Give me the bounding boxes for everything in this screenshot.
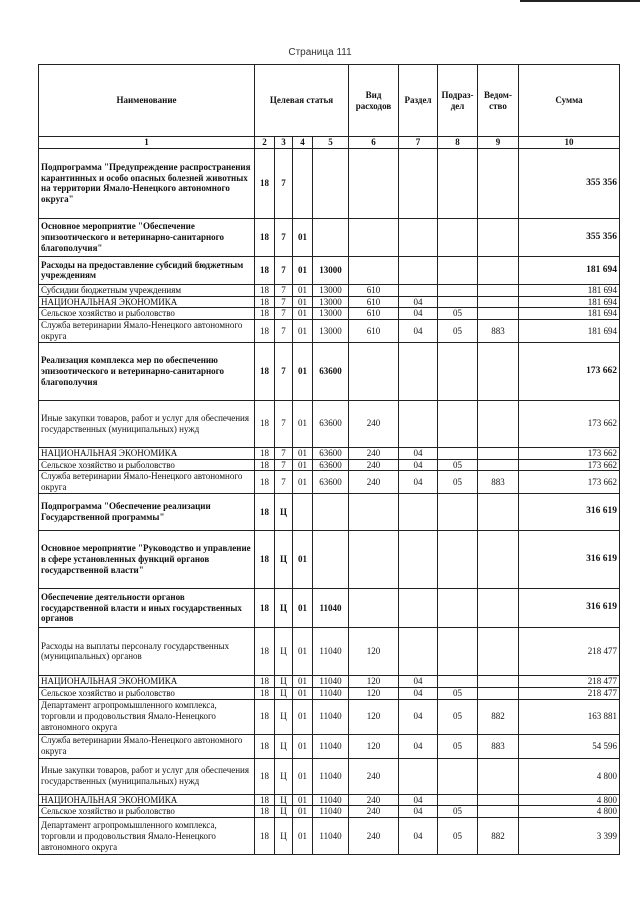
cell-amount: 54 596	[519, 734, 620, 758]
cell-direction-code: 11040	[313, 588, 349, 627]
cell-name: Расходы на предоставление субсидий бюджетным учреждениям	[39, 256, 255, 284]
cell-direction-code: 13000	[313, 296, 349, 308]
cell-name: Служба ветеринарии Ямало-Ненецкого автономного округа	[39, 471, 255, 494]
cell-department	[478, 148, 519, 218]
cell-amount: 173 662	[519, 459, 620, 471]
table-row	[39, 471, 620, 494]
cell-program-code: 18	[255, 734, 275, 758]
page-number: Страница 111	[288, 47, 352, 58]
cell-program-code: 18	[255, 256, 275, 284]
cell-subsection: 05	[438, 459, 478, 471]
cell-amount: 181 694	[519, 256, 620, 284]
header-name: Наименование	[39, 65, 255, 137]
cell-department	[478, 806, 519, 818]
cell-department: 882	[478, 818, 519, 855]
cell-name: НАЦИОНАЛЬНАЯ ЭКОНОМИКА	[39, 675, 255, 687]
cell-program-code: 18	[255, 218, 275, 256]
cell-direction-code: 13000	[313, 308, 349, 320]
column-number: 7	[399, 137, 438, 149]
cell-expense-type: 610	[349, 296, 399, 308]
cell-subprogram-code: 7	[275, 218, 293, 256]
cell-direction-code: 11040	[313, 687, 349, 699]
cell-program-code: 18	[255, 794, 275, 806]
cell-amount: 355 356	[519, 148, 620, 218]
cell-event-code: 01	[293, 758, 313, 794]
budget-table	[38, 64, 620, 855]
cell-section	[399, 148, 438, 218]
cell-direction-code	[313, 530, 349, 588]
cell-program-code: 18	[255, 758, 275, 794]
cell-section	[399, 530, 438, 588]
cell-expense-type	[349, 588, 399, 627]
cell-subsection	[438, 218, 478, 256]
table-row	[39, 296, 620, 308]
cell-subprogram-code: Ц	[275, 675, 293, 687]
table-row	[39, 218, 620, 256]
cell-subsection: 05	[438, 699, 478, 734]
table-row	[39, 342, 620, 400]
cell-section: 04	[399, 699, 438, 734]
cell-direction-code: 63600	[313, 471, 349, 494]
column-number: 10	[519, 137, 620, 149]
cell-name: НАЦИОНАЛЬНАЯ ЭКОНОМИКА	[39, 447, 255, 459]
cell-subprogram-code: 7	[275, 296, 293, 308]
cell-subprogram-code: Ц	[275, 818, 293, 855]
cell-event-code: 01	[293, 794, 313, 806]
cell-subprogram-code: Ц	[275, 627, 293, 675]
cell-name: Сельское хозяйство и рыболовство	[39, 687, 255, 699]
table-row	[39, 806, 620, 818]
table-row	[39, 148, 620, 218]
cell-department	[478, 308, 519, 320]
cell-amount: 4 800	[519, 758, 620, 794]
table-row	[39, 530, 620, 588]
cell-amount: 4 800	[519, 806, 620, 818]
column-number: 9	[478, 137, 519, 149]
cell-department	[478, 256, 519, 284]
cell-name: Основное мероприятие "Обеспечение эпизоотического и ветеринарно-санитарного благополучия"	[39, 218, 255, 256]
cell-amount: 163 881	[519, 699, 620, 734]
cell-expense-type: 240	[349, 400, 399, 447]
cell-subprogram-code: Ц	[275, 699, 293, 734]
cell-section: 04	[399, 471, 438, 494]
cell-event-code: 01	[293, 320, 313, 343]
cell-expense-type	[349, 342, 399, 400]
cell-program-code: 18	[255, 459, 275, 471]
cell-amount: 173 662	[519, 400, 620, 447]
cell-name: Основное мероприятие "Руководство и управление в сфере установленных функций органов государственной власти"	[39, 530, 255, 588]
cell-program-code: 18	[255, 493, 275, 530]
cell-event-code: 01	[293, 699, 313, 734]
cell-department	[478, 296, 519, 308]
cell-program-code: 18	[255, 148, 275, 218]
cell-subsection: 05	[438, 308, 478, 320]
table-row	[39, 459, 620, 471]
cell-expense-type: 240	[349, 447, 399, 459]
cell-name: Расходы на выплаты персоналу государственных (муниципальных) органов	[39, 627, 255, 675]
cell-subsection	[438, 256, 478, 284]
cell-expense-type: 240	[349, 818, 399, 855]
cell-expense-type: 120	[349, 675, 399, 687]
cell-expense-type: 240	[349, 794, 399, 806]
cell-event-code: 01	[293, 627, 313, 675]
cell-name: Департамент агропромышленного комплекса, торговли и продовольствия Ямало-Ненецкого автономного округа	[39, 818, 255, 855]
cell-amount: 218 477	[519, 687, 620, 699]
cell-program-code: 18	[255, 308, 275, 320]
cell-name: Иные закупки товаров, работ и услуг для обеспечения государственных (муниципальных) нужд	[39, 758, 255, 794]
cell-event-code	[293, 493, 313, 530]
cell-section: 04	[399, 296, 438, 308]
cell-direction-code: 11040	[313, 818, 349, 855]
table-row	[39, 794, 620, 806]
cell-subsection	[438, 447, 478, 459]
cell-direction-code: 63600	[313, 447, 349, 459]
cell-amount: 355 356	[519, 218, 620, 256]
cell-section	[399, 284, 438, 296]
cell-expense-type: 120	[349, 627, 399, 675]
cell-expense-type: 240	[349, 806, 399, 818]
table-row	[39, 308, 620, 320]
cell-section: 04	[399, 806, 438, 818]
cell-event-code: 01	[293, 459, 313, 471]
cell-subprogram-code: 7	[275, 459, 293, 471]
cell-department	[478, 758, 519, 794]
cell-section	[399, 218, 438, 256]
table-row	[39, 320, 620, 343]
cell-subprogram-code: Ц	[275, 794, 293, 806]
column-number: 2	[255, 137, 275, 149]
cell-direction-code: 13000	[313, 256, 349, 284]
cell-department: 883	[478, 734, 519, 758]
cell-program-code: 18	[255, 627, 275, 675]
cell-name: Подпрограмма "Обеспечение реализации Государственной программы"	[39, 493, 255, 530]
cell-department	[478, 627, 519, 675]
cell-section: 04	[399, 818, 438, 855]
cell-section: 04	[399, 308, 438, 320]
cell-amount: 181 694	[519, 284, 620, 296]
cell-subprogram-code: Ц	[275, 734, 293, 758]
cell-event-code: 01	[293, 687, 313, 699]
header-amount: Сумма	[519, 65, 620, 137]
cell-name: Сельское хозяйство и рыболовство	[39, 459, 255, 471]
cell-name: Реализация комплекса мер по обеспечению эпизоотического и ветеринарно-санитарного благополучия	[39, 342, 255, 400]
cell-direction-code	[313, 493, 349, 530]
column-number: 6	[349, 137, 399, 149]
cell-program-code: 18	[255, 818, 275, 855]
cell-section: 04	[399, 687, 438, 699]
cell-program-code: 18	[255, 296, 275, 308]
cell-amount: 173 662	[519, 342, 620, 400]
cell-name: НАЦИОНАЛЬНАЯ ЭКОНОМИКА	[39, 296, 255, 308]
cell-subsection	[438, 794, 478, 806]
cell-expense-type: 240	[349, 758, 399, 794]
cell-department	[478, 447, 519, 459]
cell-subsection	[438, 493, 478, 530]
cell-department: 882	[478, 699, 519, 734]
header-section: Раздел	[399, 65, 438, 137]
cell-direction-code: 11040	[313, 806, 349, 818]
cell-section	[399, 342, 438, 400]
table-body	[39, 148, 620, 854]
cell-name: Иные закупки товаров, работ и услуг для обеспечения государственных (муниципальных) нужд	[39, 400, 255, 447]
table-row	[39, 627, 620, 675]
cell-event-code: 01	[293, 675, 313, 687]
cell-amount: 181 694	[519, 320, 620, 343]
cell-section	[399, 400, 438, 447]
cell-amount: 316 619	[519, 588, 620, 627]
cell-program-code: 18	[255, 687, 275, 699]
cell-section	[399, 493, 438, 530]
cell-subsection	[438, 296, 478, 308]
cell-section	[399, 256, 438, 284]
cell-department	[478, 459, 519, 471]
cell-program-code: 18	[255, 320, 275, 343]
cell-subsection	[438, 342, 478, 400]
header-target-article: Целевая статья	[255, 65, 349, 137]
cell-subsection: 05	[438, 734, 478, 758]
cell-event-code: 01	[293, 296, 313, 308]
cell-direction-code	[313, 218, 349, 256]
cell-program-code: 18	[255, 447, 275, 459]
cell-section: 04	[399, 675, 438, 687]
cell-event-code: 01	[293, 256, 313, 284]
cell-subsection: 05	[438, 806, 478, 818]
cell-department	[478, 794, 519, 806]
cell-department	[478, 588, 519, 627]
cell-event-code: 01	[293, 530, 313, 588]
cell-section	[399, 758, 438, 794]
cell-direction-code: 11040	[313, 734, 349, 758]
cell-direction-code: 63600	[313, 459, 349, 471]
cell-subsection: 05	[438, 471, 478, 494]
cell-subprogram-code: 7	[275, 256, 293, 284]
cell-subprogram-code: Ц	[275, 687, 293, 699]
cell-event-code: 01	[293, 588, 313, 627]
table-row	[39, 588, 620, 627]
cell-subprogram-code: Ц	[275, 588, 293, 627]
cell-direction-code: 11040	[313, 794, 349, 806]
cell-section: 04	[399, 447, 438, 459]
cell-amount: 316 619	[519, 530, 620, 588]
table-row	[39, 493, 620, 530]
cell-amount: 316 619	[519, 493, 620, 530]
cell-department: 883	[478, 320, 519, 343]
table-row	[39, 256, 620, 284]
cell-subprogram-code: 7	[275, 308, 293, 320]
cell-direction-code: 63600	[313, 400, 349, 447]
cell-section: 04	[399, 794, 438, 806]
cell-subprogram-code: 7	[275, 447, 293, 459]
cell-subprogram-code: 7	[275, 320, 293, 343]
cell-subprogram-code: 7	[275, 148, 293, 218]
cell-direction-code: 13000	[313, 284, 349, 296]
cell-amount: 3 399	[519, 818, 620, 855]
cell-expense-type	[349, 530, 399, 588]
cell-direction-code: 11040	[313, 627, 349, 675]
table-row	[39, 758, 620, 794]
cell-direction-code: 11040	[313, 675, 349, 687]
cell-event-code: 01	[293, 218, 313, 256]
cell-expense-type	[349, 218, 399, 256]
table-row	[39, 400, 620, 447]
cell-subprogram-code: 7	[275, 400, 293, 447]
header-subsection: Подраз-дел	[438, 65, 478, 137]
column-number: 4	[293, 137, 313, 149]
column-number: 5	[313, 137, 349, 149]
cell-subprogram-code: 7	[275, 284, 293, 296]
cell-event-code	[293, 148, 313, 218]
cell-section: 04	[399, 320, 438, 343]
cell-department	[478, 675, 519, 687]
cell-department	[478, 342, 519, 400]
cell-amount: 218 477	[519, 627, 620, 675]
cell-expense-type	[349, 493, 399, 530]
cell-program-code: 18	[255, 342, 275, 400]
cell-program-code: 18	[255, 400, 275, 447]
cell-department	[478, 687, 519, 699]
cell-amount: 181 694	[519, 296, 620, 308]
cell-expense-type: 120	[349, 687, 399, 699]
cell-section: 04	[399, 734, 438, 758]
cell-direction-code: 13000	[313, 320, 349, 343]
cell-amount: 218 477	[519, 675, 620, 687]
column-number: 1	[39, 137, 255, 149]
cell-amount: 4 800	[519, 794, 620, 806]
cell-event-code: 01	[293, 806, 313, 818]
cell-amount: 173 662	[519, 447, 620, 459]
cell-name: Субсидии бюджетным учреждениям	[39, 284, 255, 296]
corner-mark	[520, 0, 640, 6]
cell-expense-type	[349, 256, 399, 284]
cell-program-code: 18	[255, 471, 275, 494]
cell-department	[478, 400, 519, 447]
header-expense-type: Вид расходов	[349, 65, 399, 137]
cell-expense-type: 120	[349, 699, 399, 734]
cell-department	[478, 530, 519, 588]
cell-name: Служба ветеринарии Ямало-Ненецкого автономного округа	[39, 320, 255, 343]
cell-subprogram-code: Ц	[275, 530, 293, 588]
cell-event-code: 01	[293, 471, 313, 494]
cell-expense-type: 240	[349, 471, 399, 494]
cell-subsection	[438, 627, 478, 675]
cell-subsection	[438, 284, 478, 296]
cell-event-code: 01	[293, 400, 313, 447]
cell-amount: 181 694	[519, 308, 620, 320]
cell-section	[399, 588, 438, 627]
cell-name: НАЦИОНАЛЬНАЯ ЭКОНОМИКА	[39, 794, 255, 806]
cell-event-code: 01	[293, 734, 313, 758]
table-row	[39, 734, 620, 758]
cell-department: 883	[478, 471, 519, 494]
cell-program-code: 18	[255, 530, 275, 588]
cell-subsection	[438, 148, 478, 218]
cell-event-code: 01	[293, 308, 313, 320]
cell-program-code: 18	[255, 675, 275, 687]
cell-subsection	[438, 530, 478, 588]
table-row	[39, 687, 620, 699]
cell-section	[399, 627, 438, 675]
cell-direction-code: 11040	[313, 699, 349, 734]
cell-program-code: 18	[255, 284, 275, 296]
cell-program-code: 18	[255, 588, 275, 627]
cell-department	[478, 218, 519, 256]
cell-expense-type	[349, 148, 399, 218]
cell-subsection	[438, 400, 478, 447]
column-number-row	[39, 137, 620, 149]
header-department: Ведом-ство	[478, 65, 519, 137]
cell-program-code: 18	[255, 806, 275, 818]
cell-subprogram-code: 7	[275, 342, 293, 400]
cell-direction-code: 11040	[313, 758, 349, 794]
column-number: 3	[275, 137, 293, 149]
cell-expense-type: 120	[349, 734, 399, 758]
table-row	[39, 675, 620, 687]
cell-name: Департамент агропромышленного комплекса, торговли и продовольствия Ямало-Ненецкого автономного округа	[39, 699, 255, 734]
cell-name: Обеспечение деятельности органов государственной власти и иных государственных органов	[39, 588, 255, 627]
cell-subsection	[438, 675, 478, 687]
cell-expense-type: 240	[349, 459, 399, 471]
table-row	[39, 699, 620, 734]
cell-subprogram-code: Ц	[275, 493, 293, 530]
cell-event-code: 01	[293, 818, 313, 855]
header-row	[39, 65, 620, 137]
cell-subsection: 05	[438, 818, 478, 855]
cell-subsection: 05	[438, 320, 478, 343]
cell-name: Подпрограмма "Предупреждение распространения карантинных и особо опасных болезней животных на территории Ямало-Ненецкого автономного округа"	[39, 148, 255, 218]
cell-expense-type: 610	[349, 308, 399, 320]
cell-direction-code: 63600	[313, 342, 349, 400]
cell-subsection: 05	[438, 687, 478, 699]
cell-name: Сельское хозяйство и рыболовство	[39, 308, 255, 320]
cell-department	[478, 284, 519, 296]
column-number: 8	[438, 137, 478, 149]
cell-subsection	[438, 588, 478, 627]
cell-subprogram-code: 7	[275, 471, 293, 494]
cell-subsection	[438, 758, 478, 794]
cell-name: Служба ветеринарии Ямало-Ненецкого автономного округа	[39, 734, 255, 758]
cell-section: 04	[399, 459, 438, 471]
table-row	[39, 818, 620, 855]
cell-expense-type: 610	[349, 284, 399, 296]
cell-amount: 173 662	[519, 471, 620, 494]
cell-direction-code	[313, 148, 349, 218]
cell-subprogram-code: Ц	[275, 806, 293, 818]
table-row	[39, 284, 620, 296]
cell-event-code: 01	[293, 447, 313, 459]
cell-program-code: 18	[255, 699, 275, 734]
cell-expense-type: 610	[349, 320, 399, 343]
cell-event-code: 01	[293, 284, 313, 296]
cell-department	[478, 493, 519, 530]
cell-event-code: 01	[293, 342, 313, 400]
cell-subprogram-code: Ц	[275, 758, 293, 794]
table-row	[39, 447, 620, 459]
cell-name: Сельское хозяйство и рыболовство	[39, 806, 255, 818]
